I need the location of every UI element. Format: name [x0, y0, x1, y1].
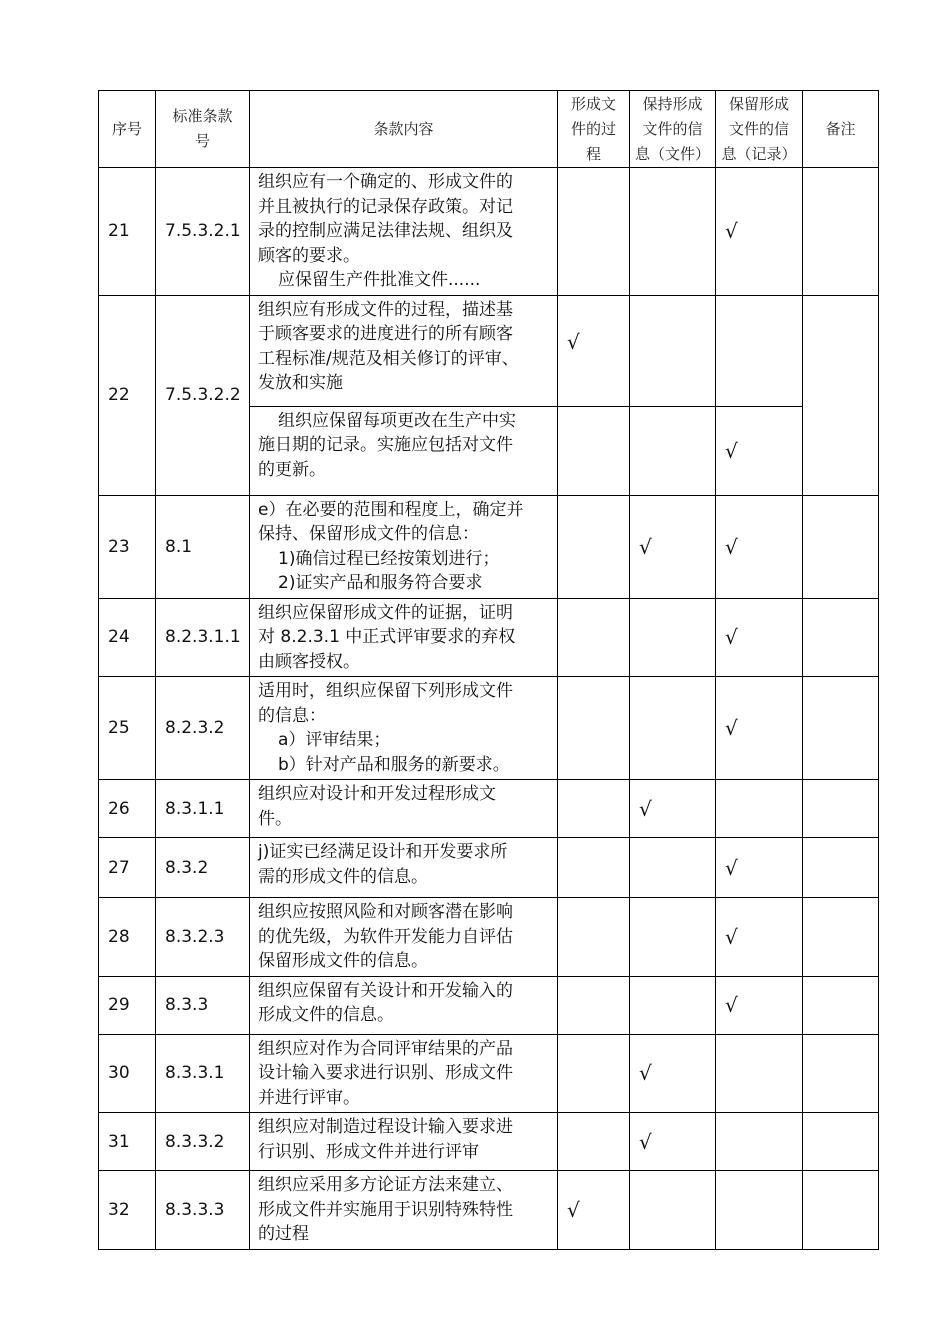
clause-cell: 8.3.3.3 — [156, 1171, 250, 1250]
seq-cell: 21 — [99, 168, 156, 296]
maintain-check: √ — [630, 780, 716, 838]
seq-cell: 23 — [99, 495, 156, 598]
maintain-check — [630, 838, 716, 898]
maintain-check — [630, 1171, 716, 1250]
header-content: 条款内容 — [250, 91, 558, 168]
header-clause-no: 标准条款 号 — [156, 91, 250, 168]
header-maintain: 保持形成 文件的信 息（文件） — [630, 91, 716, 168]
process-check — [558, 677, 630, 780]
header-remarks: 备注 — [803, 91, 879, 168]
remarks-cell — [803, 1171, 879, 1250]
content-cell: 组织应有一个确定的、形成文件的 并且被执行的记录保存政策。对记 录的控制应满足法律法规、组织及 顾客的要求。 应保留生产件批准文件...... — [250, 168, 558, 296]
process-check: √ — [558, 1171, 630, 1250]
retain-check: √ — [716, 406, 803, 495]
clause-cell: 8.1 — [156, 495, 250, 598]
remarks-cell — [803, 295, 879, 495]
clause-cell: 8.3.2.3 — [156, 898, 250, 977]
seq-cell: 30 — [99, 1034, 156, 1113]
content-cell: j)证实已经满足设计和开发要求所 需的形成文件的信息。 — [250, 838, 558, 898]
seq-cell: 24 — [99, 598, 156, 677]
header-process: 形成文 件的过 程 — [558, 91, 630, 168]
retain-check: √ — [716, 598, 803, 677]
retain-check — [716, 780, 803, 838]
process-check — [558, 406, 630, 495]
process-check — [558, 168, 630, 296]
retain-check — [716, 295, 803, 406]
remarks-cell — [803, 598, 879, 677]
content-cell: 组织应按照风险和对顾客潜在影响 的优先级，为软件开发能力自评估 保留形成文件的信息。 — [250, 898, 558, 977]
retain-check: √ — [716, 677, 803, 780]
maintain-check — [630, 168, 716, 296]
seq-cell: 31 — [99, 1113, 156, 1171]
retain-check — [716, 1171, 803, 1250]
process-check — [558, 1034, 630, 1113]
remarks-cell — [803, 838, 879, 898]
process-check — [558, 898, 630, 977]
maintain-check — [630, 406, 716, 495]
process-check — [558, 495, 630, 598]
remarks-cell — [803, 898, 879, 977]
content-cell: e）在必要的范围和程度上，确定并 保持、保留形成文件的信息： 1)确信过程已经按策划进行； 2)证实产品和服务符合要求 — [250, 495, 558, 598]
maintain-check: √ — [630, 495, 716, 598]
clause-cell: 8.3.3.2 — [156, 1113, 250, 1171]
clause-cell: 8.3.1.1 — [156, 780, 250, 838]
header-seq: 序号 — [99, 91, 156, 168]
process-check — [558, 1113, 630, 1171]
content-cell: 组织应对设计和开发过程形成文 件。 — [250, 780, 558, 838]
content-cell: 组织应对作为合同评审结果的产品 设计输入要求进行识别、形成文件 并进行评审。 — [250, 1034, 558, 1113]
table-row — [99, 780, 879, 838]
maintain-check — [630, 677, 716, 780]
header-retain: 保留形成 文件的信 息（记录） — [716, 91, 803, 168]
table-row — [99, 976, 879, 1034]
clause-cell: 8.3.3 — [156, 976, 250, 1034]
table-row — [99, 898, 879, 977]
remarks-cell — [803, 168, 879, 296]
maintain-check — [630, 295, 716, 406]
remarks-cell — [803, 976, 879, 1034]
content-cell: 组织应对制造过程设计输入要求进 行识别、形成文件并进行评审 — [250, 1113, 558, 1171]
seq-cell: 22 — [99, 295, 156, 495]
table-row — [99, 495, 879, 598]
table-row — [99, 1171, 879, 1250]
remarks-cell — [803, 495, 879, 598]
seq-cell: 26 — [99, 780, 156, 838]
document-table — [98, 90, 879, 1250]
table-row — [99, 677, 879, 780]
table-row — [99, 1113, 879, 1171]
clause-cell: 7.5.3.2.2 — [156, 295, 250, 495]
retain-check: √ — [716, 168, 803, 296]
retain-check: √ — [716, 495, 803, 598]
content-cell: 组织应保留有关设计和开发输入的 形成文件的信息。 — [250, 976, 558, 1034]
content-cell: 组织应有形成文件的过程，描述基 于顾客要求的进度进行的所有顾客 工程标准/规范及相关修订的评审、 发放和实施 — [250, 295, 558, 406]
remarks-cell — [803, 1113, 879, 1171]
maintain-check: √ — [630, 1034, 716, 1113]
retain-check: √ — [716, 976, 803, 1034]
process-check — [558, 598, 630, 677]
maintain-check — [630, 976, 716, 1034]
retain-check: √ — [716, 898, 803, 977]
clause-cell: 8.3.3.1 — [156, 1034, 250, 1113]
process-check — [558, 976, 630, 1034]
process-check — [558, 780, 630, 838]
seq-cell: 25 — [99, 677, 156, 780]
table-row — [99, 295, 879, 406]
retain-check: √ — [716, 838, 803, 898]
remarks-cell — [803, 677, 879, 780]
seq-cell: 27 — [99, 838, 156, 898]
clause-cell: 7.5.3.2.1 — [156, 168, 250, 296]
clause-cell: 8.2.3.2 — [156, 677, 250, 780]
seq-cell: 29 — [99, 976, 156, 1034]
process-check — [558, 838, 630, 898]
table-row — [99, 1034, 879, 1113]
retain-check — [716, 1113, 803, 1171]
maintain-check — [630, 898, 716, 977]
table-row — [99, 168, 879, 296]
maintain-check: √ — [630, 1113, 716, 1171]
content-cell: 组织应保留形成文件的证据，证明 对 8.2.3.1 中正式评审要求的弃权 由顾客授权。 — [250, 598, 558, 677]
table-row — [99, 838, 879, 898]
maintain-check — [630, 598, 716, 677]
retain-check — [716, 1034, 803, 1113]
table-row — [99, 598, 879, 677]
content-cell: 适用时，组织应保留下列形成文件 的信息： a）评审结果； b）针对产品和服务的新要求。 — [250, 677, 558, 780]
remarks-cell — [803, 780, 879, 838]
seq-cell: 28 — [99, 898, 156, 977]
content-cell: 组织应采用多方论证方法来建立、 形成文件并实施用于识别特殊特性 的过程 — [250, 1171, 558, 1250]
seq-cell: 32 — [99, 1171, 156, 1250]
clause-cell: 8.2.3.1.1 — [156, 598, 250, 677]
content-cell: 组织应保留每项更改在生产中实 施日期的记录。实施应包括对文件 的更新。 — [250, 406, 558, 495]
process-check: √ — [558, 295, 630, 406]
remarks-cell — [803, 1034, 879, 1113]
clause-cell: 8.3.2 — [156, 838, 250, 898]
